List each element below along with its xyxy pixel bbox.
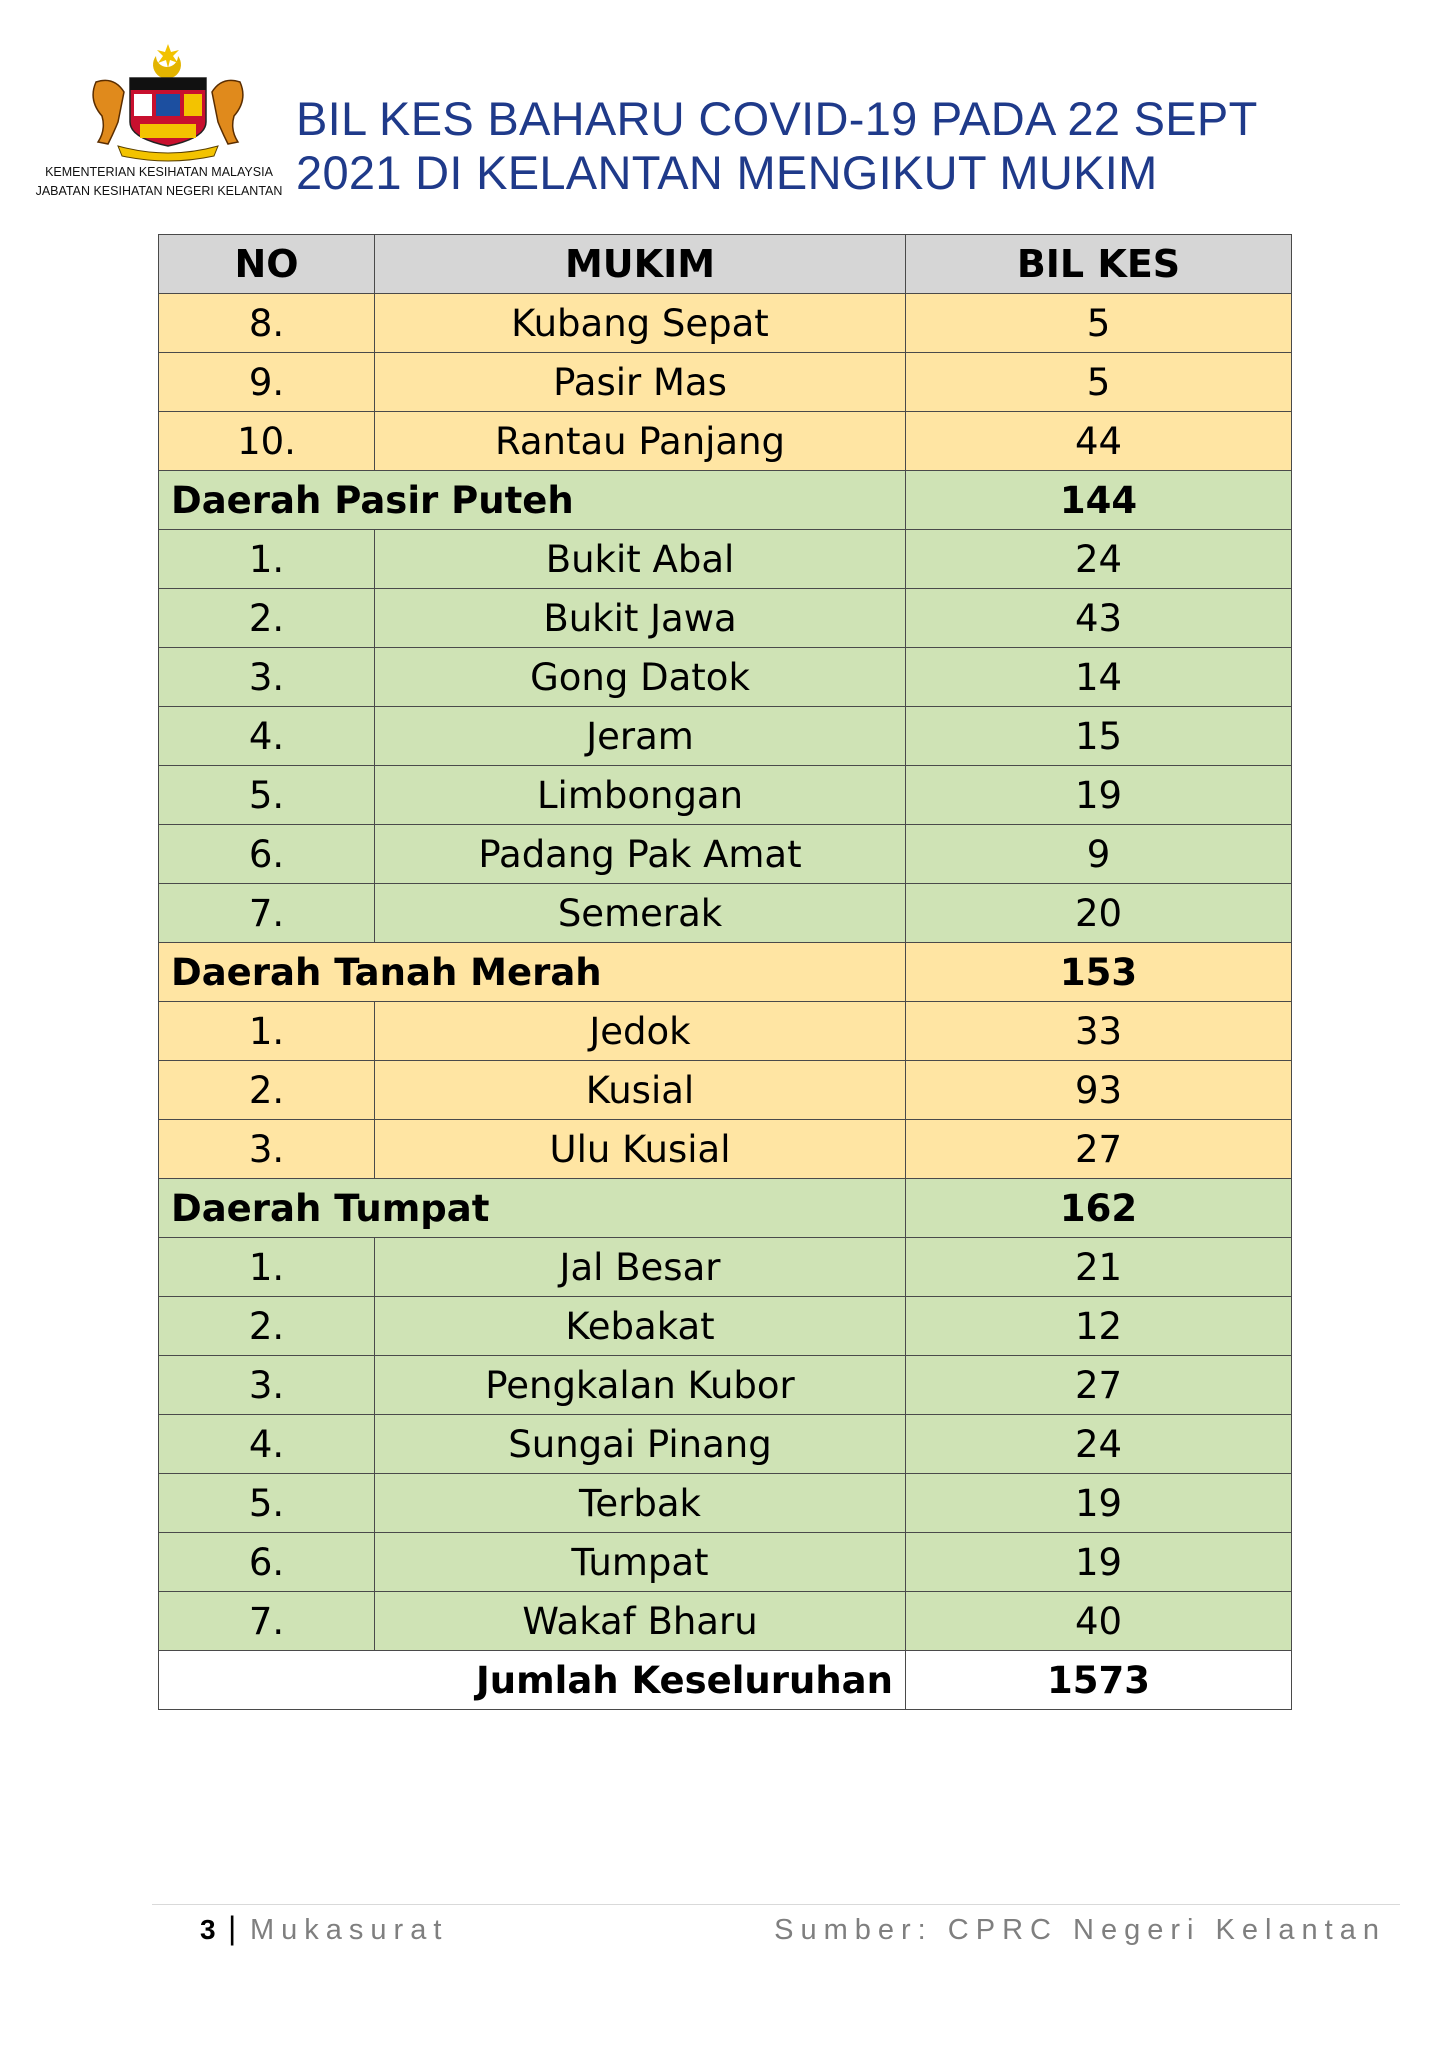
table-row: [159, 1474, 1292, 1533]
case-count: 5: [906, 294, 1292, 353]
district-row: [159, 943, 1292, 1002]
district-name: Daerah Tumpat: [159, 1179, 906, 1238]
district-cases: 162: [906, 1179, 1292, 1238]
row-number: 6.: [159, 825, 375, 884]
district-row: [159, 1179, 1292, 1238]
case-count: 9: [906, 825, 1292, 884]
case-count: 5: [906, 353, 1292, 412]
mukim-name: Jal Besar: [375, 1238, 906, 1297]
title-line-2: 2021 DI KELANTAN MENGIKUT MUKIM: [296, 146, 1158, 199]
table-row: [159, 412, 1292, 471]
district-cases: 153: [906, 943, 1292, 1002]
case-count: 12: [906, 1297, 1292, 1356]
case-count: 14: [906, 648, 1292, 707]
district-name: Daerah Tanah Merah: [159, 943, 906, 1002]
case-count: 15: [906, 707, 1292, 766]
mukim-name: Jedok: [375, 1002, 906, 1061]
mukim-name: Kebakat: [375, 1297, 906, 1356]
ministry-line-2: JABATAN KESIHATAN NEGERI KELANTAN: [35, 184, 283, 198]
case-count: 19: [906, 1474, 1292, 1533]
case-count: 43: [906, 589, 1292, 648]
case-count: 33: [906, 1002, 1292, 1061]
case-count: 21: [906, 1238, 1292, 1297]
mukim-name: Kusial: [375, 1061, 906, 1120]
table-row: [159, 884, 1292, 943]
table-row: [159, 825, 1292, 884]
table-row: [159, 1120, 1292, 1179]
row-number: 1.: [159, 530, 375, 589]
mukim-name: Jeram: [375, 707, 906, 766]
table-row: [159, 1415, 1292, 1474]
row-number: 3.: [159, 1356, 375, 1415]
column-header-cases: BIL KES: [906, 235, 1292, 294]
district-name: Daerah Pasir Puteh: [159, 471, 906, 530]
mukim-name: Semerak: [375, 884, 906, 943]
mukim-name: Limbongan: [375, 766, 906, 825]
row-number: 5.: [159, 766, 375, 825]
mukim-name: Bukit Jawa: [375, 589, 906, 648]
district-cases: 144: [906, 471, 1292, 530]
row-number: 4.: [159, 1415, 375, 1474]
table-row: [159, 1061, 1292, 1120]
row-number: 2.: [159, 1061, 375, 1120]
table-row: [159, 353, 1292, 412]
table-row: [159, 1533, 1292, 1592]
total-cases: 1573: [906, 1651, 1292, 1710]
document-title: [296, 92, 1406, 200]
total-label: Jumlah Keseluruhan: [159, 1651, 906, 1710]
row-number: 6.: [159, 1533, 375, 1592]
case-count: 93: [906, 1061, 1292, 1120]
table-row: [159, 1002, 1292, 1061]
source-note: Sumber: CPRC Negeri Kelantan: [774, 1914, 1386, 1946]
mukim-name: Terbak: [375, 1474, 906, 1533]
table-row: [159, 530, 1292, 589]
row-number: 7.: [159, 884, 375, 943]
mukim-name: Rantau Panjang: [375, 412, 906, 471]
table-header-row: [159, 235, 1292, 294]
case-count: 27: [906, 1120, 1292, 1179]
row-number: 4.: [159, 707, 375, 766]
ministry-name: [30, 163, 288, 201]
table-row: [159, 1592, 1292, 1651]
table-row: [159, 707, 1292, 766]
case-count: 40: [906, 1592, 1292, 1651]
row-number: 8.: [159, 294, 375, 353]
row-number: 1.: [159, 1238, 375, 1297]
mukim-name: Pasir Mas: [375, 353, 906, 412]
row-number: 2.: [159, 1297, 375, 1356]
column-header-no: NO: [159, 235, 375, 294]
mukim-name: Ulu Kusial: [375, 1120, 906, 1179]
row-number: 9.: [159, 353, 375, 412]
page-separator: |: [228, 1910, 237, 1946]
case-count: 24: [906, 1415, 1292, 1474]
row-number: 7.: [159, 1592, 375, 1651]
total-row: [159, 1651, 1292, 1710]
row-number: 1.: [159, 1002, 375, 1061]
table-row: [159, 648, 1292, 707]
mukim-name: Tumpat: [375, 1533, 906, 1592]
table-row: [159, 766, 1292, 825]
case-count: 24: [906, 530, 1292, 589]
row-number: 2.: [159, 589, 375, 648]
row-number: 5.: [159, 1474, 375, 1533]
table-row: [159, 1297, 1292, 1356]
district-row: [159, 471, 1292, 530]
ministry-line-1: KEMENTERIAN KESIHATAN MALAYSIA: [45, 165, 273, 179]
malaysia-coat-of-arms-logo: [78, 42, 258, 162]
case-count: 20: [906, 884, 1292, 943]
page-label: Mukasurat: [250, 1914, 449, 1946]
title-line-1: BIL KES BAHARU COVID-19 PADA 22 SEPT: [296, 92, 1258, 145]
mukim-name: Padang Pak Amat: [375, 825, 906, 884]
mukim-name: Wakaf Bharu: [375, 1592, 906, 1651]
table-row: [159, 294, 1292, 353]
table-row: [159, 1238, 1292, 1297]
footer-divider: [152, 1904, 1400, 1905]
row-number: 3.: [159, 648, 375, 707]
page-number: 3: [200, 1914, 216, 1945]
row-number: 3.: [159, 1120, 375, 1179]
row-number: 10.: [159, 412, 375, 471]
column-header-mukim: MUKIM: [375, 235, 906, 294]
case-count: 44: [906, 412, 1292, 471]
table-row: [159, 589, 1292, 648]
cases-table: [158, 234, 1292, 1710]
mukim-name: Sungai Pinang: [375, 1415, 906, 1474]
mukim-name: Bukit Abal: [375, 530, 906, 589]
case-count: 27: [906, 1356, 1292, 1415]
table-row: [159, 1356, 1292, 1415]
mukim-name: Kubang Sepat: [375, 294, 906, 353]
case-count: 19: [906, 1533, 1292, 1592]
case-count: 19: [906, 766, 1292, 825]
mukim-name: Pengkalan Kubor: [375, 1356, 906, 1415]
mukim-name: Gong Datok: [375, 648, 906, 707]
